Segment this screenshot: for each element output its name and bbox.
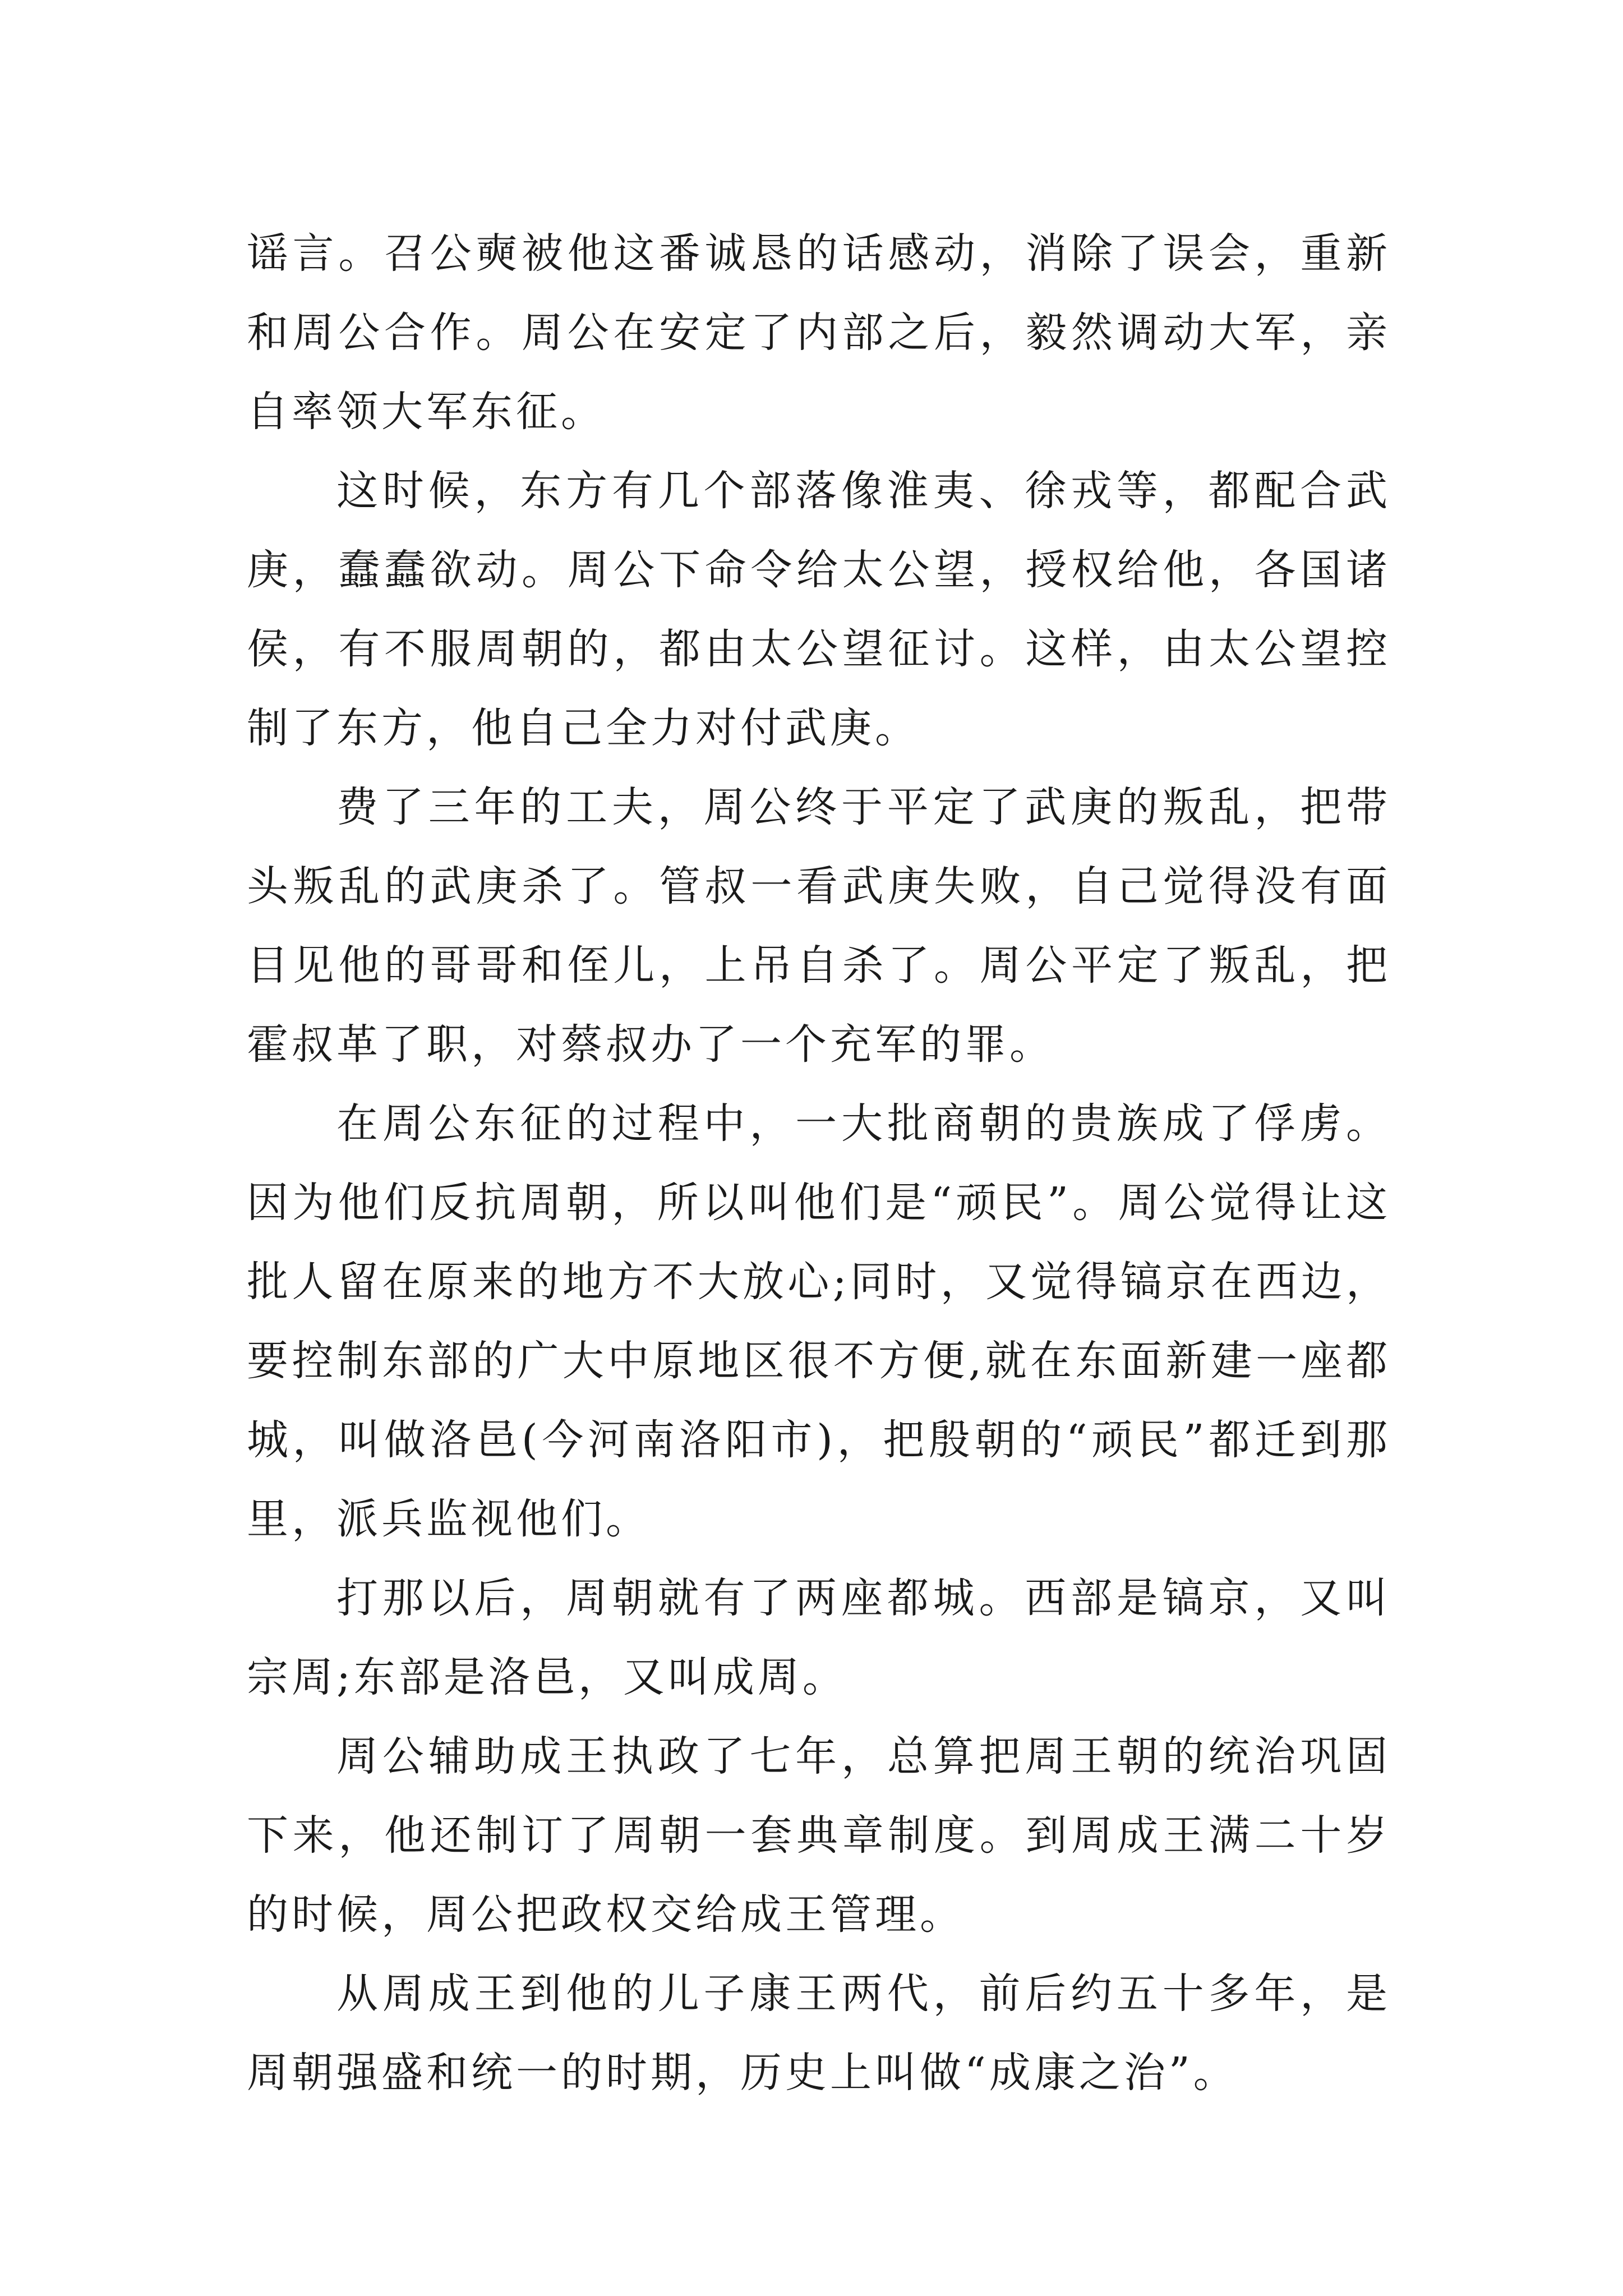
paragraph-continuation: 谣言。召公奭被他这番诚恳的话感动，消除了误会，重新和周公合作。周公在安定了内部之后，毅然调动大军，亲自率领大军东征。 bbox=[247, 229, 1391, 436]
paragraph: 在周公东征的过程中，一大批商朝的贵族成了俘虏。因为他们反抗周朝，所以叫他们是“顽民”。周公觉得让这批人留在原来的地方不大放心;同时，又觉得镐京在西边，要控制东部的广大中原地区很不方便,就在东面新建一座都城，叫做洛邑(今河南洛阳市)，把殷朝的“顽民”都迁到那里，派兵监视他们。 bbox=[247, 1099, 1391, 1543]
paragraph: 周公辅助成王执政了七年，总算把周王朝的统治巩固下来，他还制订了周朝一套典章制度。到周成王满二十岁的时候，周公把政权交给成王管理。 bbox=[247, 1732, 1391, 1939]
paragraph: 费了三年的工夫，周公终于平定了武庚的叛乱，把带头叛乱的武庚杀了。管叔一看武庚失败，自己觉得没有面目见他的哥哥和侄儿，上吊自杀了。周公平定了叛乱，把霍叔革了职，对蔡叔办了一个充军的罪。 bbox=[247, 783, 1391, 1069]
paragraph: 打那以后，周朝就有了两座都城。西部是镐京，又叫宗周;东部是洛邑，又叫成周。 bbox=[247, 1574, 1391, 1701]
document-body bbox=[247, 214, 1391, 2113]
paragraph: 从周成王到他的儿子康王两代，前后约五十多年，是周朝强盛和统一的时期，历史上叫做“成康之治”。 bbox=[247, 1970, 1391, 2097]
paragraph: 这时候，东方有几个部落像淮夷、徐戎等，都配合武庚，蠢蠢欲动。周公下命令给太公望，授权给他，各国诸侯，有不服周朝的，都由太公望征讨。这样，由太公望控制了东方，他自己全力对付武庚。 bbox=[247, 467, 1391, 752]
